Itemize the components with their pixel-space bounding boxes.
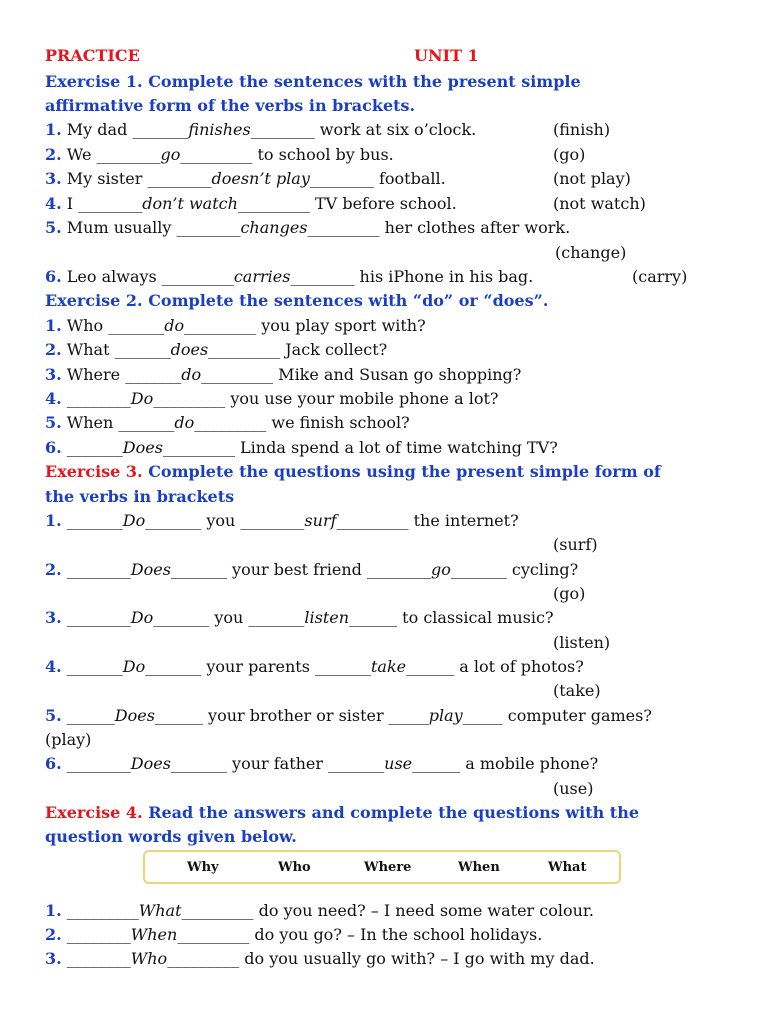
answer: What bbox=[138, 901, 182, 920]
verb-hint: (change) bbox=[555, 243, 627, 262]
answer: carries bbox=[233, 267, 291, 286]
verb-hint: (play) bbox=[45, 730, 92, 749]
ex2-item: 2. What _______does_________ Jack collect? bbox=[45, 340, 388, 359]
exercise-3-title: Exercise 3. Complete the questions using the present simple form of bbox=[45, 462, 661, 481]
ex3-item: 5. ______Does______ your brother or sister _____play_____ computer games? bbox=[45, 706, 652, 725]
ex4-item: 1. _________What_________ do you need? – I need some water colour. bbox=[45, 901, 594, 920]
question-word: What bbox=[548, 860, 587, 875]
answer: don’t watch bbox=[142, 194, 238, 213]
ex1-item: 3. My sister ________doesn’t play________ football. bbox=[45, 169, 446, 188]
answer: Who bbox=[130, 949, 168, 968]
ex2-item: 5. When _______do_________ we finish school? bbox=[45, 413, 410, 432]
verb-hint: (listen) bbox=[553, 633, 611, 652]
verb-hint: (carry) bbox=[632, 267, 688, 286]
answer: Does bbox=[130, 560, 171, 579]
ex3-item: 2. ________Does_______ your best friend ________go_______ cycling? bbox=[45, 560, 579, 579]
verb-hint: (go) bbox=[553, 584, 586, 603]
ex3-item: 3. ________Do_______ you _______listen______ to classical music? bbox=[45, 608, 554, 627]
answer: surf bbox=[304, 511, 337, 530]
answer: Do bbox=[130, 608, 154, 627]
answer: listen bbox=[304, 608, 350, 627]
question-word: Who bbox=[278, 860, 311, 875]
verb-hint: (not watch) bbox=[553, 194, 646, 213]
ex3-item: 6. ________Does_______ your father _______use______ a mobile phone? bbox=[45, 754, 599, 773]
answer: Does bbox=[130, 754, 171, 773]
answer: do bbox=[174, 413, 195, 432]
answer: go bbox=[430, 560, 451, 579]
question-word-box bbox=[143, 850, 621, 884]
exercise-2-title: Exercise 2. Complete the sentences with “do” or “does”. bbox=[45, 291, 549, 310]
ex1-item: 5. Mum usually ________changes_________ her clothes after work. bbox=[45, 218, 571, 237]
answer: do bbox=[164, 316, 185, 335]
answer: use bbox=[384, 754, 413, 773]
ex1-item: 4. I ________don’t watch_________ TV before school. bbox=[45, 194, 457, 213]
ex1-item: 1. My dad _______finishes________ work at six o’clock. bbox=[45, 120, 477, 139]
exercise-1-title: Exercise 1. Complete the sentences with the present simple bbox=[45, 72, 581, 91]
ex3-item: 4. _______Do_______ your parents _______take______ a lot of photos? bbox=[45, 657, 584, 676]
question-word: Why bbox=[187, 860, 219, 875]
verb-hint: (finish) bbox=[553, 120, 611, 139]
verb-hint: (take) bbox=[553, 681, 601, 700]
answer: play bbox=[428, 706, 463, 725]
practice-heading: PRACTICE bbox=[45, 46, 140, 65]
answer: changes bbox=[240, 218, 308, 237]
exercise-4-title: Exercise 4. Read the answers and complete the questions with the bbox=[45, 803, 640, 822]
answer: do bbox=[181, 365, 202, 384]
answer: Does bbox=[122, 438, 163, 457]
exercise-4-title-cont: question words given below. bbox=[45, 827, 297, 846]
answer: Do bbox=[122, 511, 146, 530]
answer: Do bbox=[122, 657, 146, 676]
verb-hint: (not play) bbox=[553, 169, 631, 188]
answer: Does bbox=[114, 706, 155, 725]
ex2-item: 1. Who _______do_________ you play sport with? bbox=[45, 316, 426, 335]
answer: finishes bbox=[188, 120, 251, 139]
answer: Do bbox=[130, 389, 154, 408]
ex2-item: 3. Where _______do_________ Mike and Susan go shopping? bbox=[45, 365, 522, 384]
answer: take bbox=[371, 657, 407, 676]
unit-heading: UNIT 1 bbox=[414, 46, 479, 65]
ex4-item: 3. ________Who_________ do you usually go with? – I go with my dad. bbox=[45, 949, 595, 968]
question-word: When bbox=[458, 860, 500, 875]
ex2-item: 4. ________Do_________ you use your mobile phone a lot? bbox=[45, 389, 499, 408]
ex1-item: 6. Leo always _________carries________ his iPhone in his bag. bbox=[45, 267, 534, 286]
answer: does bbox=[170, 340, 209, 359]
answer: go bbox=[160, 145, 181, 164]
answer: When bbox=[130, 925, 178, 944]
verb-hint: (go) bbox=[553, 145, 586, 164]
ex3-item: 1. _______Do_______ you ________surf_________ the internet? bbox=[45, 511, 519, 530]
question-word: Where bbox=[364, 860, 412, 875]
exercise-1-title-cont: affirmative form of the verbs in brackets. bbox=[45, 96, 416, 115]
answer: doesn’t play bbox=[211, 169, 310, 188]
exercise-3-title-cont: the verbs in brackets bbox=[45, 487, 235, 506]
ex2-item: 6. _______Does_________ Linda spend a lot of time watching TV? bbox=[45, 438, 558, 457]
ex4-item: 2. ________When_________ do you go? – In the school holidays. bbox=[45, 925, 543, 944]
verb-hint: (use) bbox=[553, 779, 594, 798]
ex1-item: 2. We ________go_________ to school by bus. bbox=[45, 145, 394, 164]
verb-hint: (surf) bbox=[553, 535, 598, 554]
